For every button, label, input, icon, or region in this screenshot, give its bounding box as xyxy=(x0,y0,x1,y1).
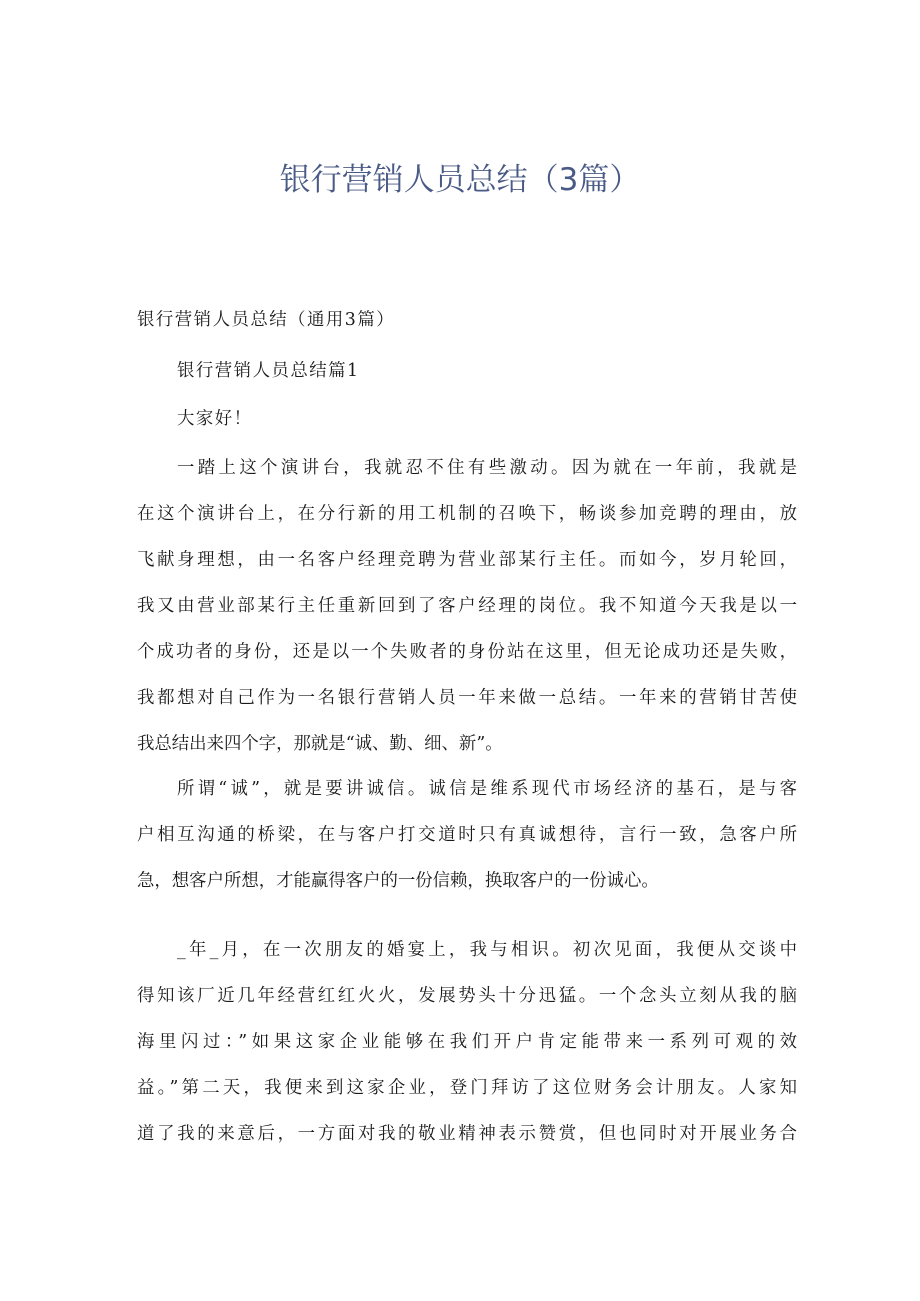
paragraph-line: 飞献身理想，由一名客户经理竞聘为营业部某行主任。而如今，岁月轮回， xyxy=(137,550,797,570)
paragraph-line: 益。”第二天，我便来到这家企业，登门拜访了这位财务会计朋友。人家知 xyxy=(137,1078,797,1098)
paragraph-line: 所谓“诚”，就是要讲诚信。诚信是维系现代市场经济的基石，是与客 xyxy=(177,779,797,799)
paragraph-line: 急，想客户所想，才能赢得客户的一份信赖，换取客户的一份诚心。 xyxy=(137,871,659,891)
paragraph-line: 得知该厂近几年经营红红火火，发展势头十分迅猛。一个念头立刻从我的脑 xyxy=(137,986,797,1006)
paragraph-line: 个成功者的身份，还是以一个失败者的身份站在这里，但无论成功还是失败， xyxy=(137,642,797,662)
paragraph-line: 海里闪过：”如果这家企业能够在我们开户肯定能带来一系列可观的效 xyxy=(137,1032,797,1052)
paragraph-line: 我都想对自己作为一名银行营销人员一年来做一总结。一年来的营销甘苦使 xyxy=(137,688,797,708)
paragraph-line: 我又由营业部某行主任重新回到了客户经理的岗位。我不知道今天我是以一 xyxy=(137,596,797,616)
paragraph-line: 一踏上这个演讲台，我就忍不住有些激动。因为就在一年前，我就是 xyxy=(177,458,797,478)
paragraph-line: 我总结出来四个字，那就是“诚、勤、细、新”。 xyxy=(137,734,503,754)
greeting-line: 大家好！ xyxy=(177,409,253,429)
paragraph-line: 户相互沟通的桥梁，在与客户打交道时只有真诚想待，言行一致，急客户所 xyxy=(137,825,797,845)
paragraph-line: _年_月，在一次朋友的婚宴上，我与相识。初次见面，我便从交谈中 xyxy=(177,940,797,960)
document-title: 银行营销人员总结（3篇） xyxy=(279,162,641,198)
section-heading: 银行营销人员总结篇1 xyxy=(177,361,360,381)
paragraph-line: 在这个演讲台上，在分行新的用工机制的召唤下，畅谈参加竞聘的理由，放 xyxy=(137,504,797,524)
document-subtitle: 银行营销人员总结（通用3篇） xyxy=(137,310,396,330)
paragraph-line: 道了我的来意后，一方面对我的敬业精神表示赞赏，但也同时对开展业务合 xyxy=(137,1124,797,1144)
